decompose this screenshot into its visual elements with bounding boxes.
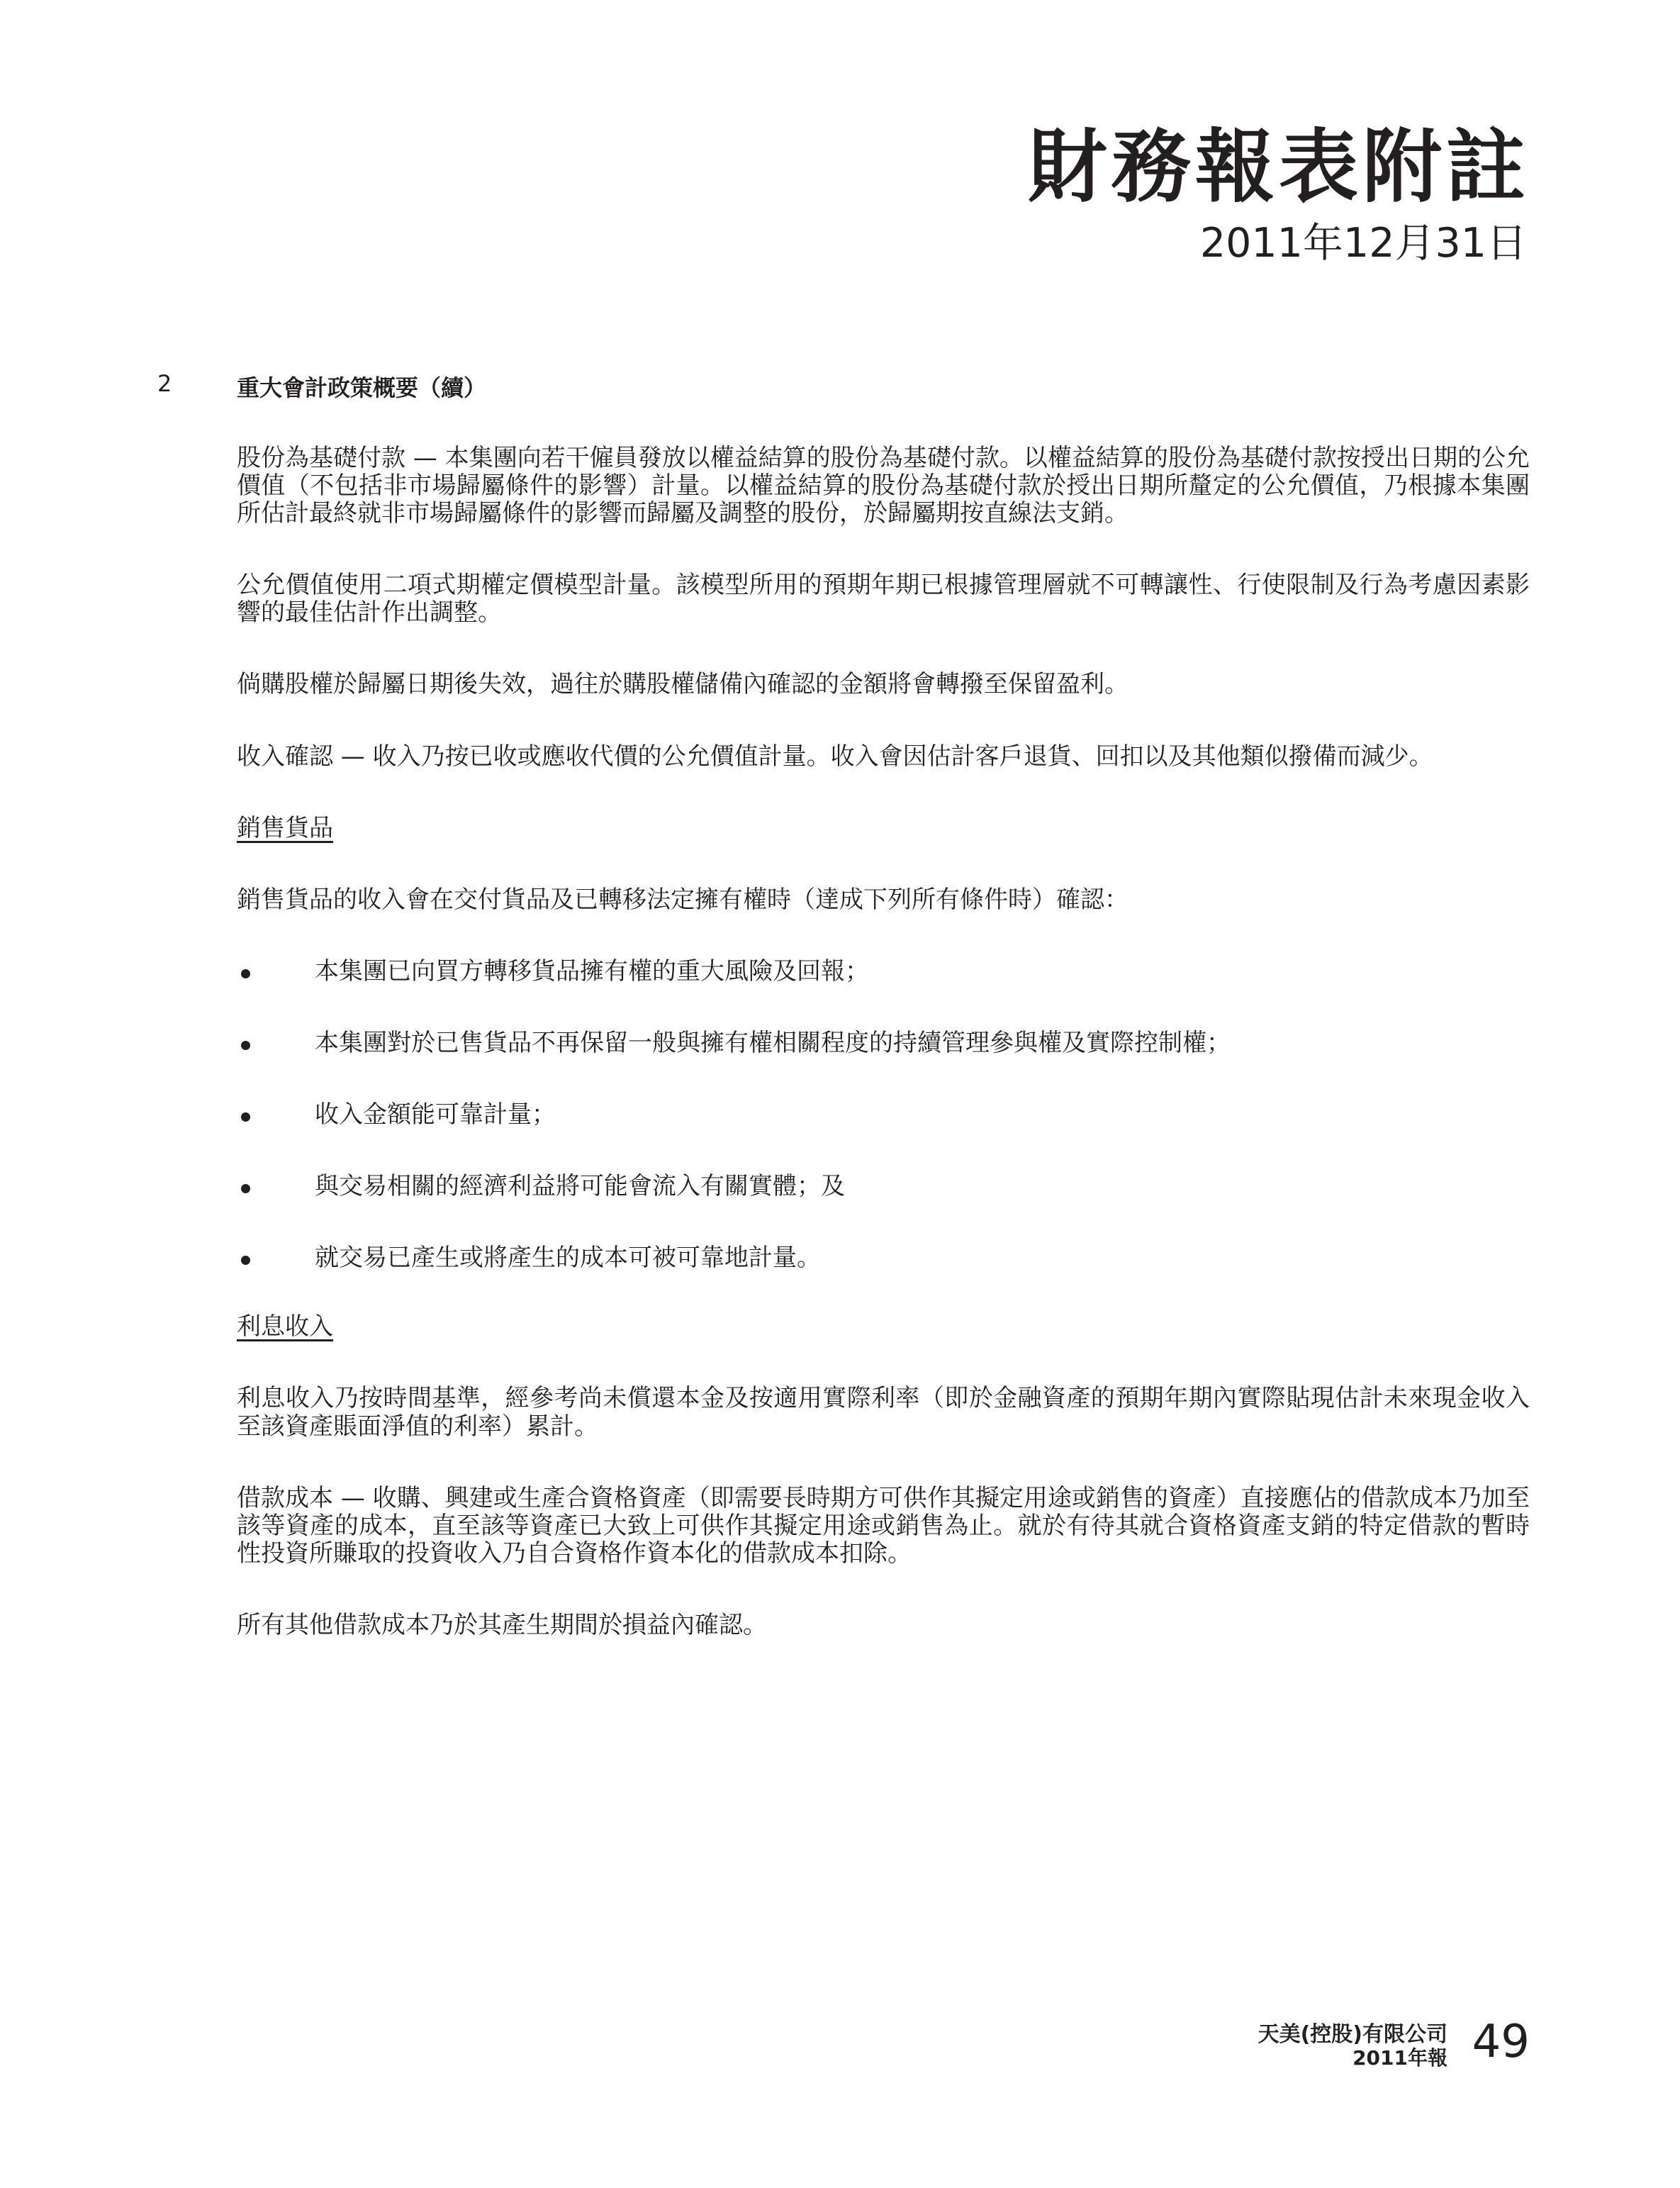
section-number: 2	[157, 370, 172, 397]
sales-of-goods-heading: 銷售貨品	[237, 813, 333, 842]
borrowing-costs-paragraph: 借款成本 — 收購、興建或生產合資格資產（即需要長時期方可供作其擬定用途或銷售的資產）直接應佔的借款成本乃加至該等資產的成本，直至該等資產已大致上可供作其擬定用途或銷售為止。就於有待其就合資格資產支銷的特定借款的暫時性投資所賺取的投資收入乃自合資格作資本化的借款成本扣除。	[237, 1483, 1530, 1568]
interest-income-heading: 利息收入	[237, 1312, 333, 1341]
bullet-icon	[241, 969, 250, 978]
page-title: 財務報表附註	[1028, 121, 1530, 213]
bullet-icon	[241, 1041, 250, 1050]
page-number: 49	[1472, 2016, 1530, 2068]
list-item	[237, 1101, 1530, 1129]
list-item-text: 與交易相關的經濟利益將可能會流入有關實體；及	[315, 1172, 845, 1201]
company-name: 天美(控股)有限公司	[1258, 2022, 1447, 2047]
bullet-icon	[241, 1184, 250, 1193]
share-based-payment-paragraph: 股份為基礎付款 — 本集團向若干僱員發放以權益結算的股份為基礎付款。以權益結算的股份為基礎付款按授出日期的公允價值（不包括非市場歸屬條件的影響）計量。以權益結算的股份為基礎付款於授出日期所釐定的公允價值，乃根據本集團所估計最終就非市場歸屬條件的影響而歸屬及調整的股份，於歸屬期按直線法支銷。	[237, 444, 1530, 528]
section-title: 重大會計政策概要（續）	[237, 374, 487, 401]
interest-income-paragraph: 利息收入乃按時間基準，經參考尚未償還本金及按適用實際利率（即於金融資產的預期年期內實際貼現估計未來現金收入至該資產賬面淨值的利率）累計。	[237, 1384, 1530, 1441]
bullet-icon	[241, 1256, 250, 1265]
notes-body	[237, 445, 1530, 1683]
list-item	[237, 1244, 1530, 1272]
conditions-list	[237, 958, 1530, 1272]
list-item-text: 本集團對於已售貨品不再保留一般與擁有權相關程度的持續管理參與權及實際控制權；	[315, 1028, 1231, 1057]
other-borrowing-costs-paragraph: 所有其他借款成本乃於其產生期間於損益內確認。	[237, 1610, 767, 1639]
lapse-paragraph: 倘購股權於歸屬日期後失效，過往於購股權儲備內確認的金額將會轉撥至保留盈利。	[237, 670, 1129, 699]
list-item	[237, 1029, 1530, 1057]
report-label: 2011年報	[1353, 2046, 1447, 2070]
list-item	[237, 958, 1530, 986]
revenue-recognition-paragraph: 收入確認 — 收入乃按已收或應收代價的公允價值計量。收入會因估計客戶退貨、回扣以及其他類似撥備而減少。	[237, 742, 1433, 771]
bullet-icon	[241, 1112, 250, 1122]
list-item-text: 就交易已產生或將產生的成本可被可靠地計量。	[315, 1244, 821, 1273]
list-item	[237, 1173, 1530, 1200]
list-item-text: 收入金額能可靠計量；	[315, 1100, 556, 1129]
fair-value-paragraph: 公允價值使用二項式期權定價模型計量。該模型所用的預期年期已根據管理層就不可轉讓性、行使限制及行為考慮因素影響的最佳估計作出調整。	[237, 571, 1530, 627]
sales-of-goods-paragraph: 銷售貨品的收入會在交付貨品及已轉移法定擁有權時（達成下列所有條件時）確認：	[237, 885, 1129, 914]
list-item-text: 本集團已向買方轉移貨品擁有權的重大風險及回報；	[315, 956, 869, 986]
page-date: 2011年12月31日	[1199, 220, 1527, 267]
